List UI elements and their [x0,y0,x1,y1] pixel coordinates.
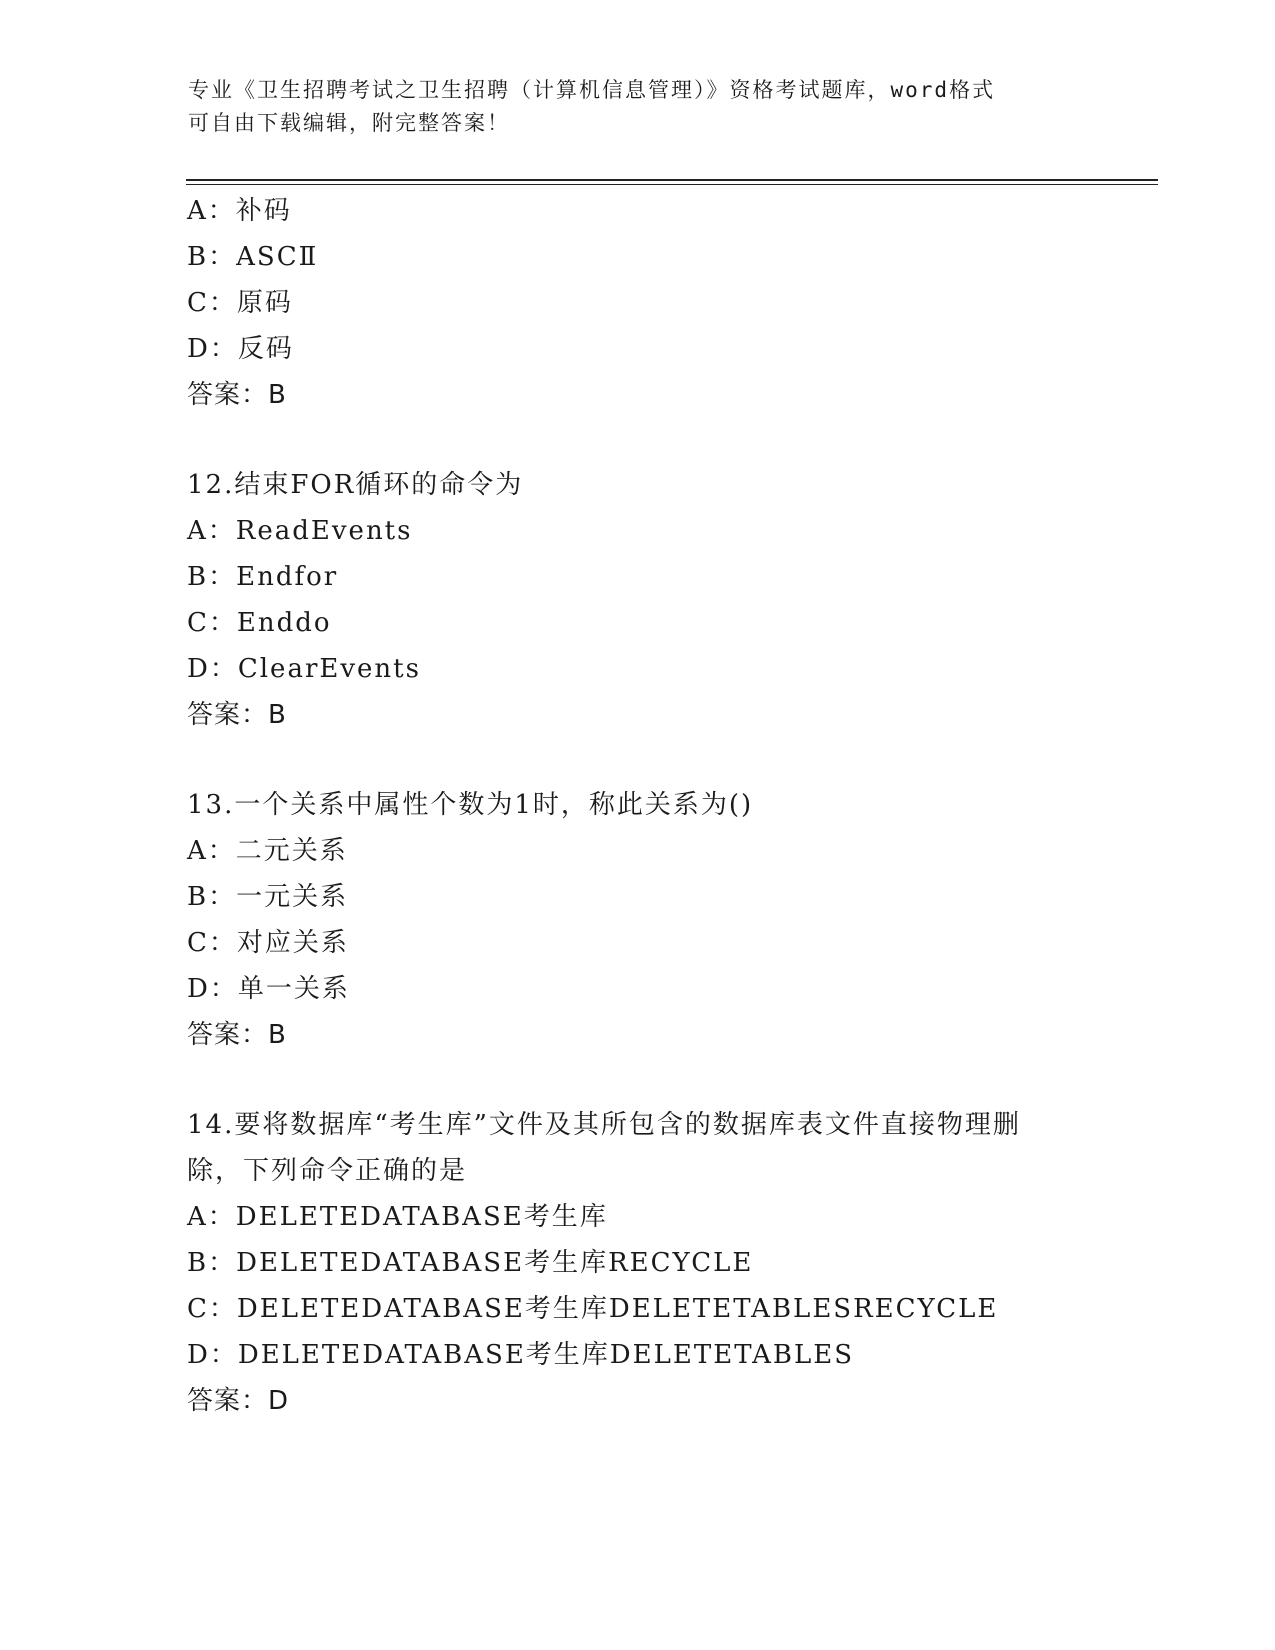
option-b: B：Endfor [187,562,339,592]
document-header [188,74,1088,140]
option-d: D：单一关系 [187,974,350,1004]
answer-line: 答案：B [187,380,287,410]
option-c: C：对应关系 [187,928,349,958]
question-13 [187,782,1087,1058]
question-stem-line-1: 14.要将数据库“考生库”文件及其所包含的数据库表文件直接物理删 [187,1110,1021,1140]
header-line-2: 可自由下载编辑，附完整答案！ [188,111,510,135]
option-d: D：DELETEDATABASE考生库DELETETABLES [187,1340,855,1370]
question-11 [187,188,1087,418]
question-gap [187,418,1087,462]
question-stem: 12.结束FOR循环的命令为 [187,470,524,500]
option-c: C：Enddo [187,608,332,638]
option-a: A：补码 [187,196,292,226]
answer-line: 答案：B [187,1020,287,1050]
option-a: A：二元关系 [187,836,348,866]
answer-line: 答案：D [187,1386,290,1416]
option-d: D：反码 [187,334,294,364]
option-c: C：原码 [187,288,293,318]
header-rule-thin [186,184,1158,185]
question-12 [187,462,1087,738]
question-14 [187,1102,1087,1424]
question-gap [187,738,1087,782]
question-stem [187,1102,1087,1194]
option-b: B：DELETEDATABASE考生库RECYCLE [187,1248,754,1278]
question-stem: 13.一个关系中属性个数为1时，称此关系为() [187,790,754,820]
option-c: C：DELETEDATABASE考生库DELETETABLESRECYCLE [187,1294,999,1324]
option-d: D：ClearEvents [187,654,421,684]
question-list [187,188,1087,1424]
question-stem-line-2: 除，下列命令正确的是 [187,1156,468,1186]
answer-line: 答案：B [187,700,287,730]
question-gap [187,1058,1087,1102]
header-line-1: 专业《卫生招聘考试之卫生招聘（计算机信息管理）》资格考试题库，word格式 [188,78,996,102]
option-a: A：DELETEDATABASE考生库 [187,1202,608,1232]
option-b: B：ASCⅡ [187,242,319,272]
option-b: B：一元关系 [187,882,349,912]
option-a: A：ReadEvents [187,516,413,546]
header-rule-thick [186,179,1158,181]
